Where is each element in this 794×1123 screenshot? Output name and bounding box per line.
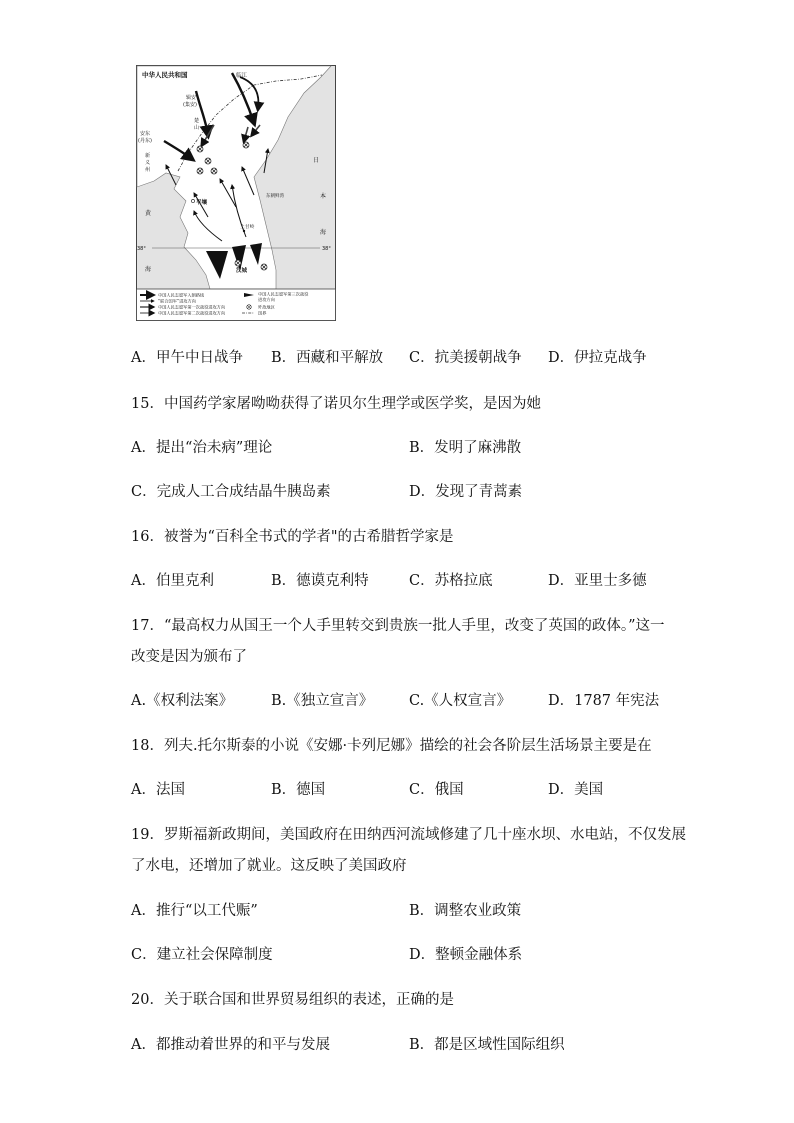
label-lat-right: 38° bbox=[322, 246, 331, 252]
q14-option-d: D．伊拉克战争 bbox=[548, 350, 647, 366]
legend-annihilation: 歼敌地区 bbox=[258, 304, 275, 310]
q20-stem-row bbox=[0, 990, 794, 1012]
legend-first-campaign: 中国人民志愿军第一次战役进攻方向 bbox=[158, 304, 226, 310]
q19-stem-row-1 bbox=[0, 825, 794, 847]
shangganling-dot bbox=[243, 230, 245, 232]
label-sea-japan: 海 bbox=[320, 229, 327, 236]
q17-option-a: A.《权利法案》 bbox=[131, 693, 234, 709]
label-chushan: 山 bbox=[194, 125, 200, 131]
q18-options bbox=[0, 780, 794, 802]
label-linjiang: 临江 bbox=[236, 73, 248, 79]
q15-option-d: D．发现了青蒿素 bbox=[409, 484, 523, 500]
q16-option-c: C．苏格拉底 bbox=[409, 573, 493, 589]
q20-option-b: B．都是区域性国际组织 bbox=[409, 1037, 565, 1053]
q19-option-b: B．调整农业政策 bbox=[409, 903, 522, 919]
map-legend bbox=[137, 289, 336, 321]
q16-stem: 16．被誉为“百科全书式的学者"的古希腊哲学家是 bbox=[131, 529, 454, 545]
label-andong: 安东 bbox=[140, 131, 151, 137]
pyongyang-dot bbox=[191, 199, 194, 202]
q19-stem-row-2 bbox=[0, 856, 794, 878]
q18-option-d: D．美国 bbox=[548, 782, 604, 798]
label-seoul: 汉城 bbox=[236, 268, 248, 274]
legend-second-campaign: 中国人民志愿军第二次战役进攻方向 bbox=[158, 310, 226, 316]
q18-option-a: A．法国 bbox=[131, 782, 185, 798]
q16-option-a: A．伯里克利 bbox=[131, 573, 214, 589]
label-sea-japan: 日 bbox=[313, 157, 320, 164]
q17-stem-row-2 bbox=[0, 647, 794, 669]
q20-stem: 20．关于联合国和世界贸易组织的表述，正确的是 bbox=[131, 992, 454, 1008]
label-jian: 辑安 bbox=[186, 95, 197, 101]
q20-option-a: A．都推动着世界的和平与发展 bbox=[131, 1037, 330, 1053]
q17-option-c: C.《人权宣言》 bbox=[409, 693, 512, 709]
q16-stem-row bbox=[0, 527, 794, 549]
q19-option-a: A．推行“以工代赈” bbox=[131, 903, 258, 919]
q19-option-c: C．建立社会保障制度 bbox=[131, 947, 273, 963]
q15-option-a: A．提出“治未病”理论 bbox=[131, 440, 273, 456]
q14-options bbox=[0, 348, 794, 370]
q19-options-row-1 bbox=[0, 901, 794, 923]
label-east-korea-bay: 东朝鲜湾 bbox=[266, 194, 284, 199]
q16-option-d: D．亚里士多德 bbox=[548, 573, 647, 589]
q19-options-row-2 bbox=[0, 945, 794, 967]
q15-option-c: C．完成人工合成结晶牛胰岛素 bbox=[131, 484, 331, 500]
label-sinuiju: 新 bbox=[145, 153, 151, 159]
q14-option-c: C．抗美援朝战争 bbox=[409, 350, 522, 366]
q17-option-b: B.《独立宣言》 bbox=[271, 693, 374, 709]
q15-stem-row bbox=[0, 394, 794, 416]
map-title: 中华人民共和国 bbox=[142, 71, 188, 79]
legend-border: 国界 bbox=[258, 310, 267, 316]
legend-third-campaign: 中国人民志愿军第三次战役 bbox=[258, 291, 309, 297]
label-pyongyang: 平壤 bbox=[196, 200, 208, 206]
q17-options bbox=[0, 691, 794, 713]
q19-stem-line1: 19．罗斯福新政期间，美国政府在田纳西河流域修建了几十座水坝、水电站，不仅发展 bbox=[131, 827, 686, 843]
label-sinuiju: 义 bbox=[145, 160, 151, 166]
q20-options-row-1 bbox=[0, 1035, 794, 1057]
korean-war-map bbox=[136, 65, 336, 321]
q15-options-row-1 bbox=[0, 438, 794, 460]
q18-stem-row bbox=[0, 736, 794, 758]
label-chushan: 楚 bbox=[194, 118, 200, 124]
legend-third-campaign: 进攻方向 bbox=[258, 297, 275, 302]
label-shangganling: 上甘岭 bbox=[240, 225, 255, 230]
label-sea-japan: 本 bbox=[320, 193, 327, 200]
q17-option-d: D．1787 年宪法 bbox=[548, 693, 660, 709]
q17-stem-line2: 改变是因为颁布了 bbox=[131, 649, 247, 665]
q19-option-d: D．整顿金融体系 bbox=[409, 947, 523, 963]
q14-option-a: A．甲午中日战争 bbox=[131, 350, 243, 366]
q15-options-row-2 bbox=[0, 482, 794, 504]
label-yellow-sea: 海 bbox=[145, 266, 152, 273]
legend-un-attack: “联合国军”进攻方向 bbox=[158, 298, 196, 304]
label-sinuiju: 州 bbox=[145, 167, 151, 173]
legend-entry-route: 中国人民志愿军入朝路线 bbox=[158, 292, 205, 298]
q15-option-b: B．发明了麻沸散 bbox=[409, 440, 522, 456]
q18-stem: 18．列夫.托尔斯泰的小说《安娜·卡列尼娜》描绘的社会各阶层生活场景主要是在 bbox=[131, 738, 652, 754]
label-yellow-sea: 黄 bbox=[145, 210, 152, 217]
q17-stem-row-1 bbox=[0, 616, 794, 638]
q16-options bbox=[0, 571, 794, 593]
q19-stem-line2: 了水电，还增加了就业。这反映了美国政府 bbox=[131, 858, 407, 874]
q17-stem-line1: 17．“最高权力从国王一个人手里转交到贵族一批人手里，改变了英国的政体。”这一 bbox=[131, 618, 665, 634]
q18-option-c: C．俄国 bbox=[409, 782, 464, 798]
label-jian-alt: (集安) bbox=[183, 102, 197, 108]
q16-option-b: B．德谟克利特 bbox=[271, 573, 369, 589]
label-lat-left: 38° bbox=[137, 246, 146, 252]
q18-option-b: B．德国 bbox=[271, 782, 326, 798]
label-andong-alt: (丹东) bbox=[138, 138, 152, 144]
q15-stem: 15．中国药学家屠呦呦获得了诺贝尔生理学或医学奖，是因为她 bbox=[131, 396, 541, 412]
q14-option-b: B．西藏和平解放 bbox=[271, 350, 384, 366]
